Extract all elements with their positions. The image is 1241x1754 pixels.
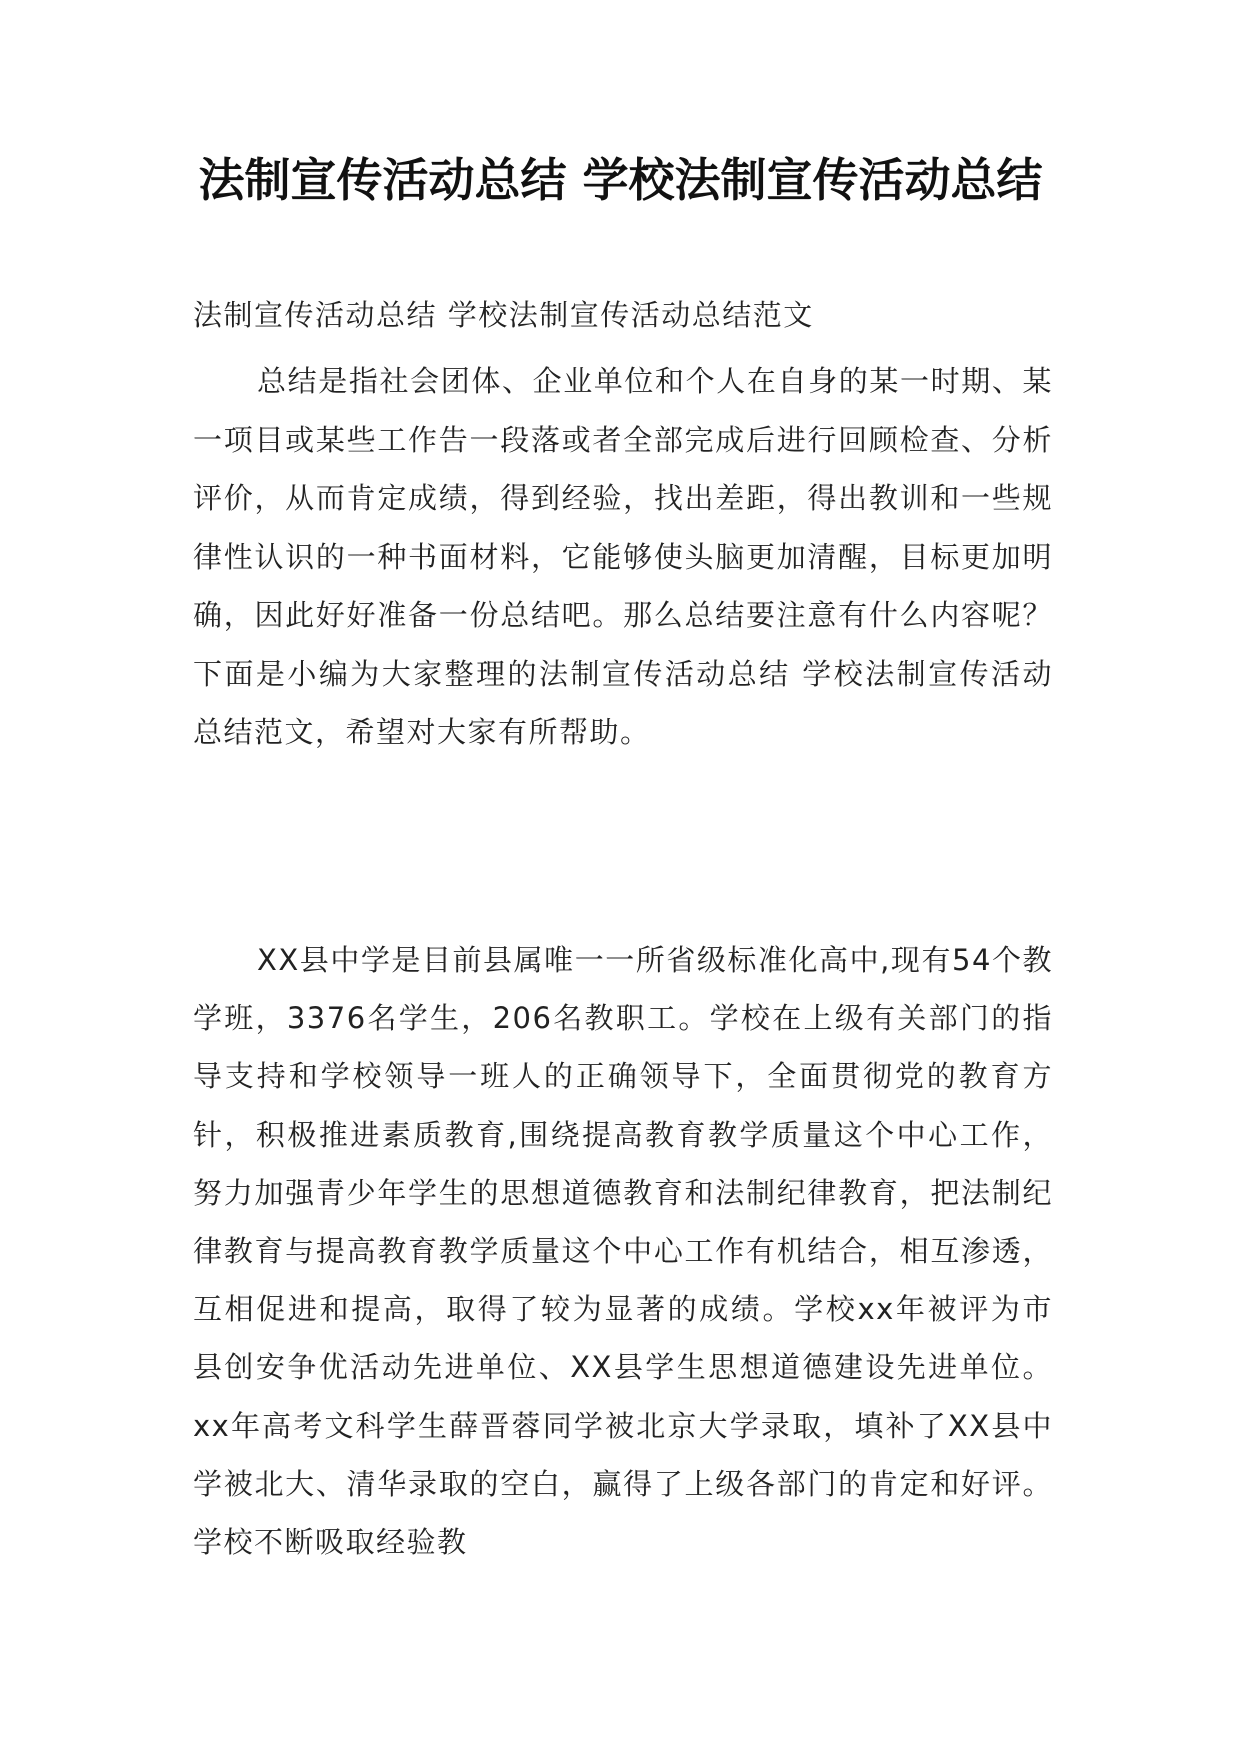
paragraph-school-overview: XX县中学是目前县属唯一一所省级标准化高中,现有54个教学班，3376名学生，206名教职工。学校在上级有关部门的指导支持和学校领导一班人的正确领导下，全面贯彻党的教育方针，积极推进素质教育,围绕提高教育教学质量这个中心工作，努力加强青少年学生的思想道德教育和法制纪律教育，把法制纪律教育与提高教育教学质量这个中心工作有机结合，相互渗透，互相促进和提高，取得了较为显著的成绩。学校xx年被评为市县创安争优活动先进单位、XX县学生思想道德建设先进单位。xx年高考文科学生薛晋蓉同学被北京大学录取，填补了XX县中学被北大、清华录取的空白，赢得了上级各部门的肯定和好评。学校不断吸取经验教 (193, 943, 1053, 1560)
paragraph-intro: 总结是指社会团体、企业单位和个人在自身的某一时期、某一项目或某些工作告一段落或者全部完成后进行回顾检查、分析评价，从而肯定成绩，得到经验，找出差距，得出教训和一些规律性认识的一种书面材料，它能够使头脑更加清醒，目标更加明确，因此好好准备一份总结吧。那么总结要注意有什么内容呢？下面是小编为大家整理的法制宣传活动总结 学校法制宣传活动总结范文，希望对大家有所帮助。 (193, 364, 1053, 749)
document-subtitle: 法制宣传活动总结 学校法制宣传活动总结范文 (193, 298, 814, 332)
document-title: 法制宣传活动总结 学校法制宣传活动总结 (198, 153, 1043, 207)
